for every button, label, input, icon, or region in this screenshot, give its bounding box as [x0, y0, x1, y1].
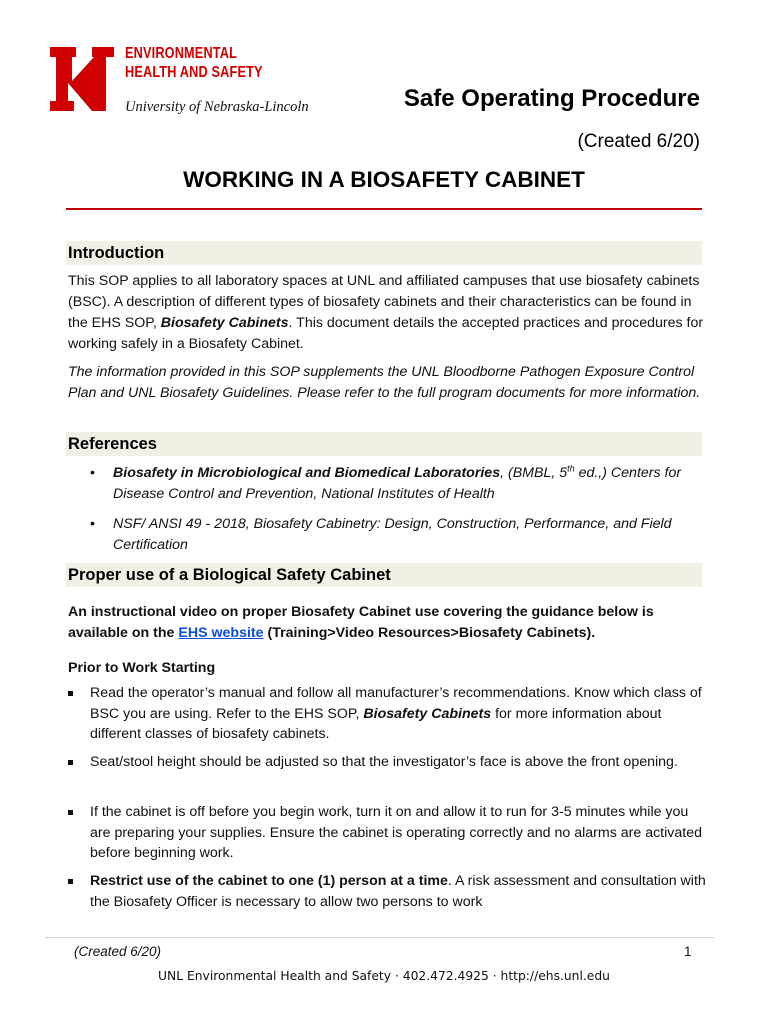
created-date: (Created 6/20) [577, 131, 700, 152]
square-bullet [68, 691, 73, 696]
section-heading-references: References [66, 432, 702, 456]
video-instruction-paragraph: An instructional video on proper Biosafety Cabinet use covering the guidance below is available on the EHS website (Training>Video Resources>Biosafety Cabinets). [68, 604, 654, 641]
document-page: ENVIRONMENTAL HEALTH AND SAFETY University of Nebraska-Lincoln Safe Operating Procedure (Created 6/20) WORKING IN A BIOSAFETY CABINET Introduction This SOP applies to all laboratory spaces at UNL and affiliated campuses that use biosafety cabinets (BSC). A description of different types of biosafety cabinets and their characteristics can be found in the EHS SOP, Biosafety Cabinets. This document details the accepted practices and procedures for working safely in a Biosafety Cabinet. The information provided in this SOP supplements the UNL Bloodborne Pathogen Exposure Control Plan and UNL Biosafety Guidelines. Please refer to the full program documents for more information. References • Biosafety in Microbiological and Biomedical Laboratories, (BMBL, 5th ed.,) Centers for Disease Control and Prevention, National Institutes of Health • NSF/ ANSI 49 - 2018, Biosafety Cabinetry: Design, Construction, Performance, and Field Certification Proper use of a Biological Safety Cabinet An instructional video on proper Biosafety Cabinet use covering the guidance below is available on the EHS website (Training>Video Resources>Biosafety Cabinets). Prior to Work Starting Read the operator’s manual and follow all manufacturer’s recommendations. Know which class of BSC you are using. Refer to the EHS SOP, Biosafety Cabinets for more information about different classes of biosafety cabinets. Seat/stool height should be adjusted so that the investigator’s face is above the front opening. If the cabinet is off before you begin work, turn it on and allow it to run for 3-5 minutes while you are preparing your supplies. Ensure the cabinet is operating correctly and no alarms are activated before beginning work. Restrict use of the cabinet to one (1) person at a time. A risk assessment and consultation with the Biosafety Officer is necessary to allow two persons to work (Created 6/20) 1 UNL Environmental Health and Safety · 402.472.4925 · http://ehs.unl.edu [0, 0, 768, 1024]
document-title: WORKING IN A BIOSAFETY CABINET [183, 167, 585, 192]
footer-divider [45, 937, 714, 938]
page-number: 1 [684, 944, 692, 959]
title-divider [66, 208, 702, 210]
introduction-note: The information provided in this SOP supplements the UNL Bloodborne Pathogen Exposure Control Plan and UNL Biosafety Guidelines. Please refer to the full program documents for more information. [68, 364, 701, 401]
section-heading-introduction: Introduction [66, 241, 702, 265]
footer-created-date: (Created 6/20) [74, 944, 162, 959]
sop-title: Safe Operating Procedure [403, 85, 700, 112]
logo-health-and-safety: HEALTH AND SAFETY [125, 64, 263, 81]
square-bullet [68, 879, 73, 884]
square-bullet [68, 810, 73, 815]
bullet-dot: • [90, 465, 95, 481]
bullet-dot: • [90, 516, 95, 532]
biosafety-cabinets-sop-ref: Biosafety Cabinets [160, 315, 289, 331]
section-heading-proper-use: Proper use of a Biological Safety Cabinet [66, 563, 702, 587]
subheading-prior-to-work: Prior to Work Starting [68, 660, 216, 676]
footer-contact: UNL Environmental Health and Safety · 402.472.4925 · http://ehs.unl.edu [158, 969, 610, 983]
logo-environmental: ENVIRONMENTAL [125, 45, 238, 62]
unl-n-logo [48, 45, 116, 113]
square-bullet [68, 760, 73, 765]
logo-university: University of Nebraska-Lincoln [125, 99, 309, 115]
ehs-website-link[interactable]: EHS website [178, 625, 264, 641]
introduction-paragraph: This SOP applies to all laboratory spaces at UNL and affiliated campuses that use biosafety cabinets (BSC). A description of different types of biosafety cabinets and their characteristics can be found in the EHS SOP, Biosafety Cabinets. This document details the accepted practices and procedures for working safely in a Biosafety Cabinet. [68, 273, 704, 352]
